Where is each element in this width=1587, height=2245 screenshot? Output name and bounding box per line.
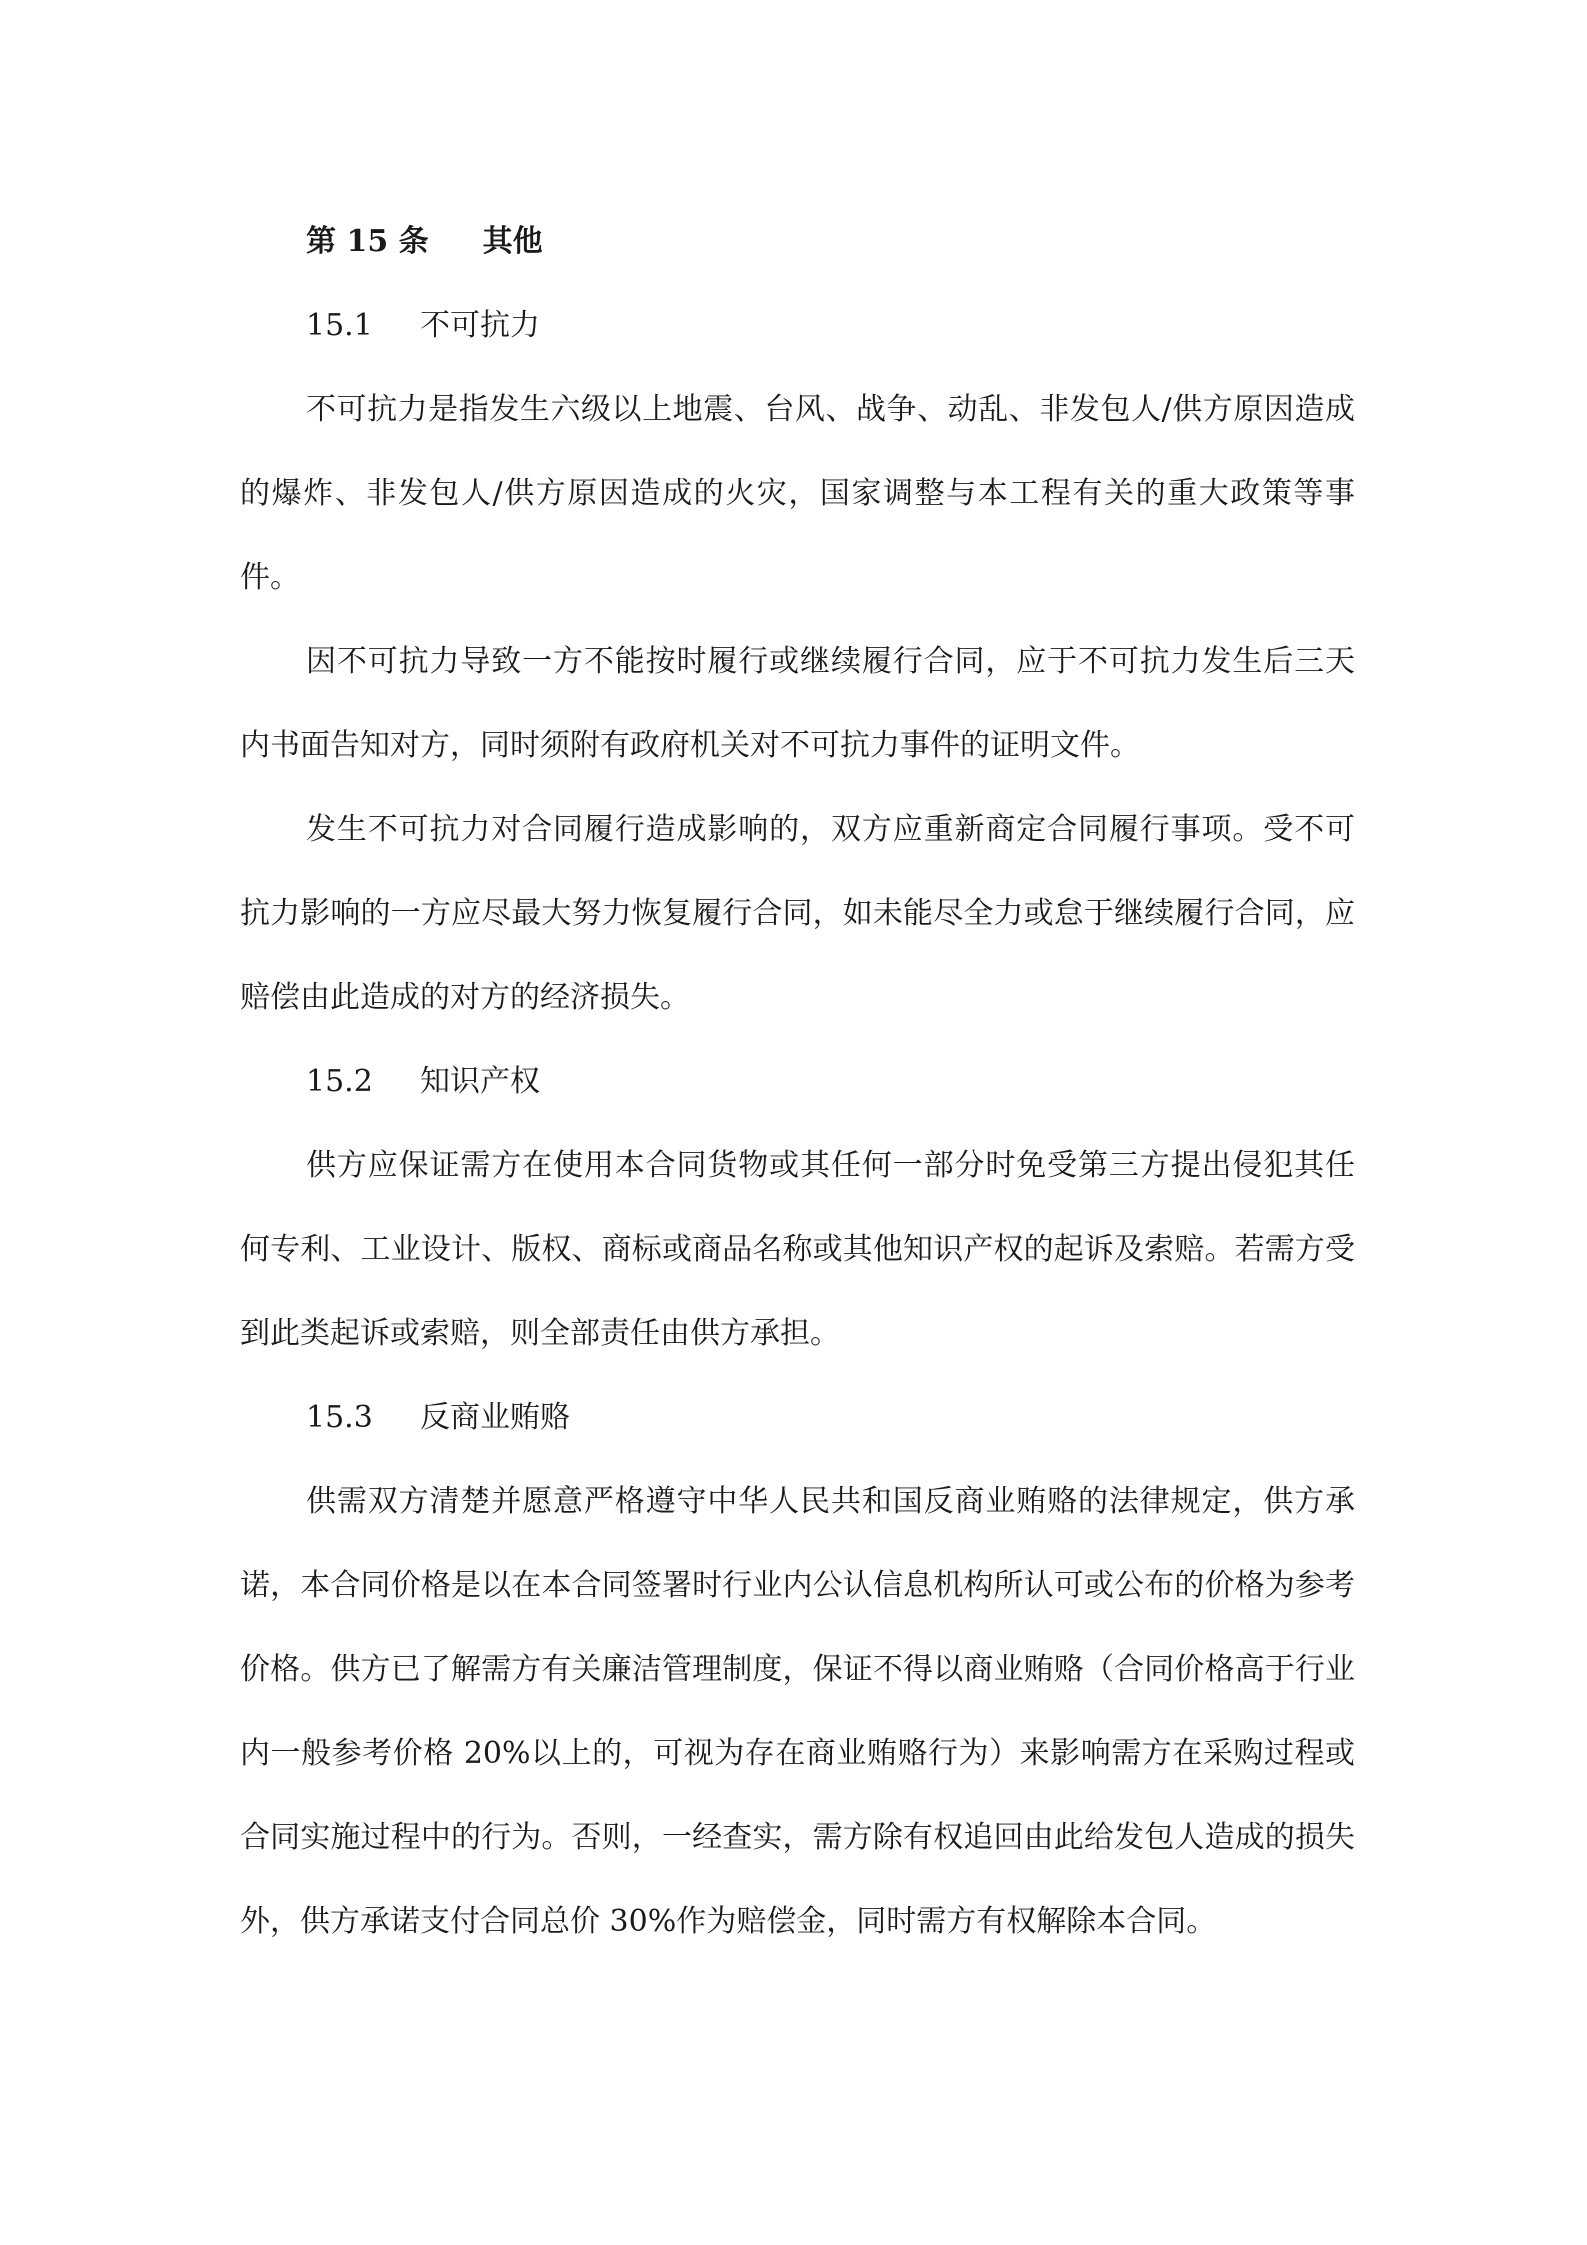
- article-title: 其他: [482, 224, 543, 259]
- section-title: 知识产权: [420, 1064, 540, 1099]
- section-title: 不可抗力: [420, 308, 540, 343]
- article-number: 第 15 条: [306, 224, 429, 259]
- section-number: 15.3: [306, 1400, 373, 1435]
- section-heading-15-2: [240, 1040, 1355, 1124]
- section-number: 15.1: [306, 308, 373, 343]
- document-page: [240, 200, 1355, 1964]
- paragraph: 发生不可抗力对合同履行造成影响的，双方应重新商定合同履行事项。受不可抗力影响的一方应尽最大努力恢复履行合同，如未能尽全力或怠于继续履行合同，应赔偿由此造成的对方的经济损失。: [240, 812, 1355, 1015]
- section-number: 15.2: [306, 1064, 373, 1099]
- paragraph: 供方应保证需方在使用本合同货物或其任何一部分时免受第三方提出侵犯其任何专利、工业设计、版权、商标或商品名称或其他知识产权的起诉及索赔。若需方受到此类起诉或索赔，则全部责任由供方承担。: [240, 1148, 1355, 1351]
- paragraph: 因不可抗力导致一方不能按时履行或继续履行合同，应于不可抗力发生后三天内书面告知对方，同时须附有政府机关对不可抗力事件的证明文件。: [240, 644, 1355, 763]
- section-heading-15-1: [240, 284, 1355, 368]
- section-title: 反商业贿赂: [420, 1400, 570, 1435]
- section-heading-15-3: [240, 1376, 1355, 1460]
- article-heading: [240, 200, 1355, 284]
- paragraph: 不可抗力是指发生六级以上地震、台风、战争、动乱、非发包人/供方原因造成的爆炸、非发包人/供方原因造成的火灾，国家调整与本工程有关的重大政策等事件。: [240, 392, 1355, 595]
- paragraph: 供需双方清楚并愿意严格遵守中华人民共和国反商业贿赂的法律规定，供方承诺，本合同价格是以在本合同签署时行业内公认信息机构所认可或公布的价格为参考价格。供方已了解需方有关廉洁管理制度，保证不得以商业贿赂（合同价格高于行业内一般参考价格 20%以上的，可视为存在商业贿赂行为）来影响需方在采购过程或合同实施过程中的行为。否则，一经查实，需方除有权追回由此给发包人造成的损失外，供方承诺支付合同总价 30%作为赔偿金，同时需方有权解除本合同。: [240, 1484, 1355, 1939]
